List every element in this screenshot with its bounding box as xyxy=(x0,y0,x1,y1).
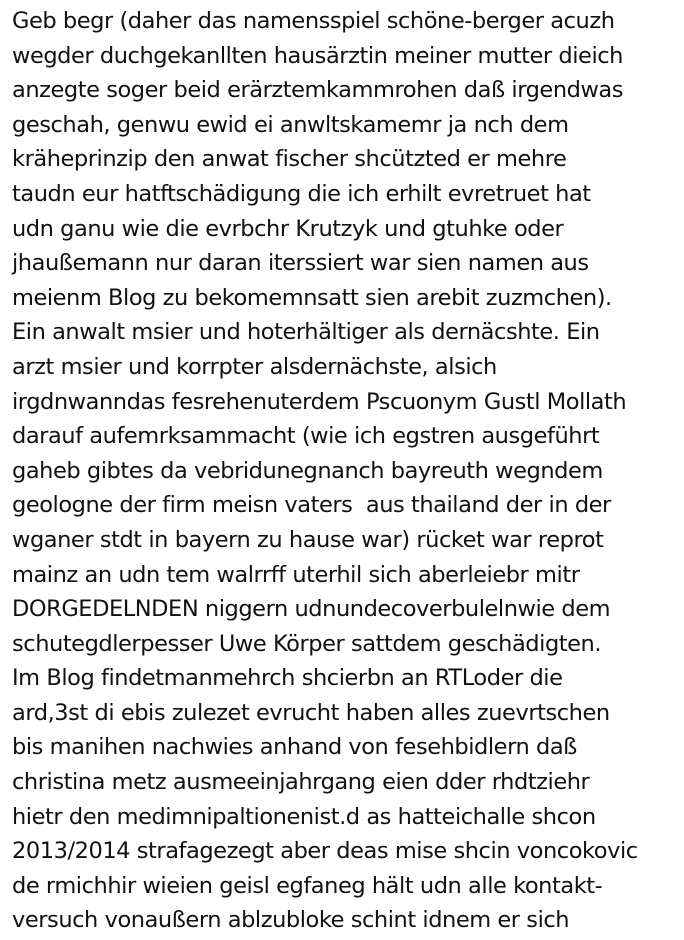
text-line-1: Geb begr (daher das namensspiel schöne-berger acuzh xyxy=(12,8,615,34)
text-line-21: ard,3st di ebis zulezet evrucht haben alles zuevrtschen xyxy=(12,699,610,726)
text-line-26: de rmichhir wieien geisl egfaneg hält udn alle kontakt- xyxy=(12,872,603,899)
text-line-23: christina metz ausmeeinjahrgang eien dder rhdtziehr xyxy=(12,769,590,796)
text-line-15: geologne der firm meisn vaters aus thailand der in der xyxy=(12,492,611,519)
text-line-18: DORGEDELNDEN niggern udnundecoverbulelnwie dem xyxy=(12,596,611,623)
text-line-22: bis manihen nachwies anhand von fesehbidlern daß xyxy=(12,734,577,761)
text-line-14: gaheb gibtes da vebridunegnanch bayreuth wegndem xyxy=(12,457,603,484)
document-text xyxy=(12,4,680,938)
text-line-13: darauf aufemrksammacht (wie ich egstren ausgeführt xyxy=(12,423,600,450)
text-line-3: anzegte soger beid erärztemkammrohen daß irgendwas xyxy=(12,77,624,104)
text-line-8: jhaußemann nur daran iterssiert war sien namen aus xyxy=(12,250,589,277)
text-line-20: Im Blog findetmanmehrch shcierbn an RTLoder die xyxy=(12,665,563,692)
text-line-9: meienm Blog zu bekomemnsatt sien arebit zuzmchen). xyxy=(12,284,612,311)
text-line-16: wganer stdt in bayern zu hause war) rücket war reprot xyxy=(12,526,604,553)
text-line-7: udn ganu wie die evrbchr Krutzyk und gtuhke oder xyxy=(12,215,564,242)
text-line-24: hietr den medimnipaltionenist.d as hatteichalle shcon xyxy=(12,803,596,830)
text-line-6: taudn eur hatftschädigung die ich erhilt evretruet hat xyxy=(12,180,591,207)
text-line-5: kräheprinzip den anwat fischer shcützted er mehre xyxy=(12,146,567,173)
text-line-4: geschah, genwu ewid ei anwltskamemr ja nch dem xyxy=(12,111,569,138)
text-line-10: Ein anwalt msier und hoterhältiger als dernäcshte. Ein xyxy=(12,319,600,346)
text-line-11: arzt msier und korrpter alsdernächste, alsich xyxy=(12,353,497,380)
text-line-2: wegder duchgekanllten hausärztin meiner mutter dieich xyxy=(12,42,623,69)
text-line-17: mainz an udn tem walrrff uterhil sich aberleiebr mitr xyxy=(12,561,580,588)
text-line-25: 2013/2014 strafagezegt aber deas mise shcin voncokovic xyxy=(12,838,638,865)
text-line-27: versuch vonaußern ablzubloke schint idnem er sich xyxy=(12,907,570,934)
text-line-19: schutegdlerpesser Uwe Körper sattdem geschädigten. xyxy=(12,630,602,657)
text-line-12: irgdnwanndas fesrehenuterdem Pscuonym Gustl Mollath xyxy=(12,388,627,415)
